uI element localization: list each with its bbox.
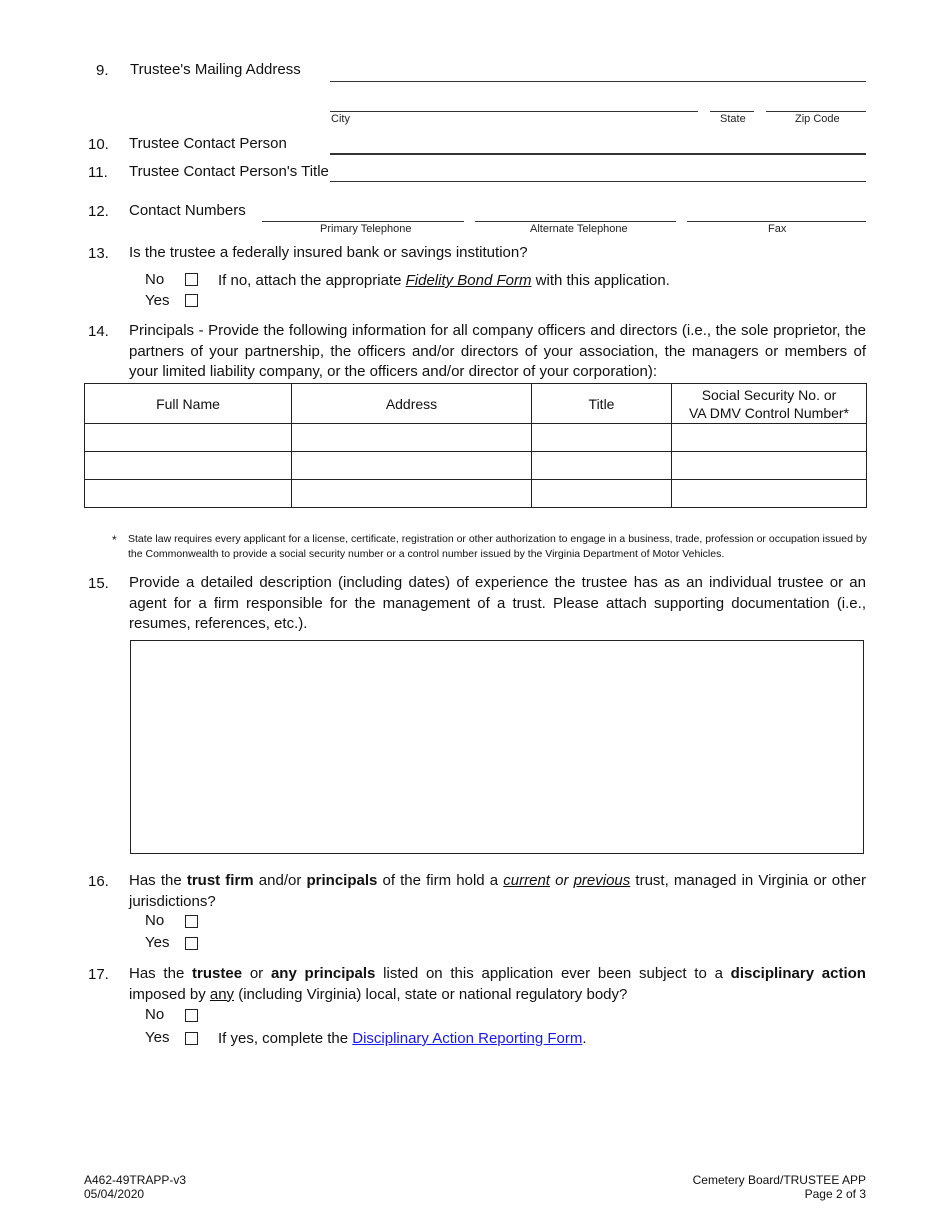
- alternate-phone-line[interactable]: [475, 221, 676, 222]
- footnote-text: State law requires every applicant for a license, certificate, registration or other authorization to engage in a business, trade, profession or occupation issued by the Commonwealth to provide a social security number or a control number issued by the Virginia Department of Motor Vehicles.: [128, 533, 867, 560]
- title-cell[interactable]: [532, 452, 672, 480]
- q16-yes-label: Yes: [145, 934, 170, 951]
- footnote-asterisk: *: [112, 533, 117, 547]
- fidelity-bond-form-link[interactable]: Fidelity Bond Form: [405, 272, 532, 289]
- header-ssn-line2: VA DMV Control Number*: [688, 404, 849, 421]
- board-name: Cemetery Board/TRUSTEE APP: [692, 1173, 866, 1187]
- q17-number: 17.: [88, 966, 109, 983]
- q17-text-4: imposed by: [129, 985, 210, 1003]
- primary-phone-line[interactable]: [262, 221, 464, 222]
- q17-yes-checkbox[interactable]: [185, 1032, 198, 1045]
- q15-number: 15.: [88, 575, 109, 592]
- ssn-cell[interactable]: [672, 480, 867, 508]
- header-ssn: [672, 384, 867, 424]
- q9-number: 9.: [96, 62, 109, 79]
- header-address: Address: [292, 384, 532, 424]
- q17-text-3: listed on this application ever been subject to a: [375, 965, 731, 982]
- footer-right: [693, 1173, 866, 1201]
- experience-description-box[interactable]: [130, 640, 864, 854]
- q9-label: Trustee's Mailing Address: [130, 61, 301, 78]
- q17-bold-disciplinary-action: disciplinary action: [730, 965, 866, 982]
- form-date: 05/04/2020: [84, 1187, 145, 1201]
- q16-text-2: and/or: [253, 872, 307, 889]
- table-row: [85, 424, 867, 452]
- q17-note-post: .: [582, 1030, 587, 1047]
- header-ssn-line1: Social Security No. or: [701, 386, 837, 403]
- q12-number: 12.: [88, 203, 109, 220]
- q17-yes-label: Yes: [145, 1029, 170, 1046]
- q16-or: or: [549, 872, 574, 889]
- q13-note-post: with this application.: [531, 272, 670, 289]
- principals-table: [84, 383, 867, 508]
- q13-no-label: No: [145, 271, 165, 288]
- q13-note: [218, 271, 670, 292]
- q17-no-label: No: [145, 1006, 165, 1023]
- q16-bold-principals: principals: [306, 872, 378, 889]
- q16-text-5: trust, managed in Virginia or other jurisdictions?: [129, 872, 866, 910]
- contact-person-line[interactable]: [330, 153, 866, 155]
- q13-note-pre: If no, attach the appropriate: [218, 272, 406, 289]
- full-name-cell[interactable]: [85, 480, 292, 508]
- q11-number: 11.: [88, 164, 108, 181]
- q17-note-pre: If yes, complete the: [218, 1030, 353, 1047]
- address-cell[interactable]: [292, 452, 532, 480]
- q16-text-3: of the firm hold a: [377, 872, 504, 889]
- ssn-cell[interactable]: [672, 424, 867, 452]
- fax-line[interactable]: [687, 221, 866, 222]
- q17-question: [129, 964, 866, 1005]
- q10-label: Trustee Contact Person: [129, 135, 287, 152]
- fax-label: Fax: [768, 223, 787, 235]
- primary-phone-label: Primary Telephone: [320, 223, 412, 235]
- q16-no-label: No: [145, 912, 165, 929]
- contact-title-line[interactable]: [330, 181, 866, 182]
- address-cell[interactable]: [292, 424, 532, 452]
- q17-text-5: (including Virginia) local, state or national regulatory body?: [234, 985, 628, 1003]
- q17-any: any: [209, 985, 235, 1003]
- q13-number: 13.: [88, 245, 109, 262]
- q17-text-2: or: [242, 965, 271, 982]
- q10-number: 10.: [88, 136, 109, 153]
- q12-label: Contact Numbers: [129, 202, 246, 219]
- zip-label: Zip Code: [795, 113, 840, 125]
- mailing-address-line[interactable]: [330, 81, 866, 82]
- q16-number: 16.: [88, 873, 109, 890]
- address-cell[interactable]: [292, 480, 532, 508]
- table-header-row: [85, 384, 867, 424]
- page-number: Page 2 of 3: [804, 1187, 866, 1201]
- q17-bold-any-principals: any principals: [270, 965, 376, 982]
- form-id: A462-49TRAPP-v3: [84, 1173, 187, 1187]
- city-label: City: [331, 113, 350, 125]
- full-name-cell[interactable]: [85, 452, 292, 480]
- disciplinary-action-form-link[interactable]: Disciplinary Action Reporting Form: [352, 1030, 583, 1047]
- q15-question: Provide a detailed description (including dates) of experience the trustee has as an individual trustee or an agent for a firm responsible for the management of a trust. Please attach supporting documentation (i.e., resumes, references, etc.).: [129, 574, 866, 632]
- q14-question: Principals - Provide the following information for all company officers and directors (i.e., the sole proprietor, the partners of your partnership, the officers and/or directors of your association, the managers or members of your limited liability company, or the officers and/or director of your corporation):: [129, 322, 866, 380]
- q17-bold-trustee: trustee: [192, 965, 243, 982]
- q13-yes-checkbox[interactable]: [185, 294, 198, 307]
- title-cell[interactable]: [532, 480, 672, 508]
- q16-bold-trust-firm: trust firm: [186, 872, 254, 889]
- q17-no-checkbox[interactable]: [185, 1009, 198, 1022]
- q11-label: Trustee Contact Person's Title: [129, 163, 329, 180]
- q17-text-1: Has the: [129, 965, 193, 982]
- header-full-name: Full Name: [85, 384, 292, 424]
- header-title: Title: [532, 384, 672, 424]
- state-line[interactable]: [710, 111, 754, 112]
- table-row: [85, 480, 867, 508]
- q17-note: [218, 1029, 587, 1050]
- zip-line[interactable]: [766, 111, 866, 112]
- ssn-cell[interactable]: [672, 452, 867, 480]
- footer-left: [84, 1173, 186, 1201]
- full-name-cell[interactable]: [85, 424, 292, 452]
- q16-previous: previous: [573, 872, 631, 889]
- q16-question: [129, 871, 866, 912]
- city-line[interactable]: [330, 111, 698, 112]
- table-row: [85, 452, 867, 480]
- q16-yes-checkbox[interactable]: [185, 937, 198, 950]
- state-label: State: [720, 113, 746, 125]
- q13-no-checkbox[interactable]: [185, 273, 198, 286]
- q13-yes-label: Yes: [145, 292, 170, 309]
- q16-no-checkbox[interactable]: [185, 915, 198, 928]
- q13-question: Is the trustee a federally insured bank or savings institution?: [129, 244, 528, 261]
- title-cell[interactable]: [532, 424, 672, 452]
- alternate-phone-label: Alternate Telephone: [530, 223, 628, 235]
- q16-text-1: Has the: [129, 872, 187, 889]
- q14-number: 14.: [88, 323, 109, 340]
- q16-current: current: [503, 872, 550, 889]
